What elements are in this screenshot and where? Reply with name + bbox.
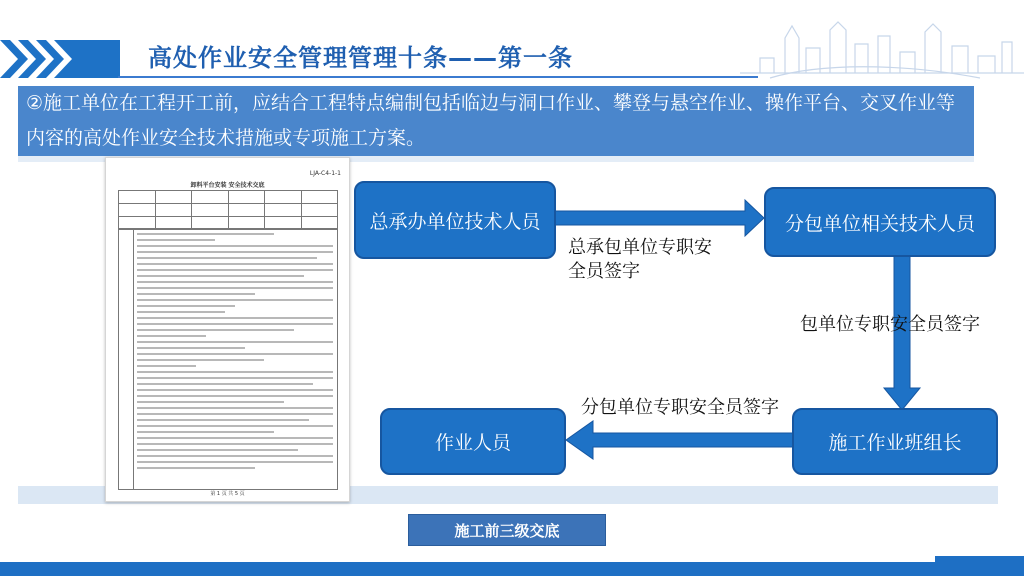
three-level-disclosure-label: 施工前三级交底 <box>408 514 606 546</box>
requirement-line-2: 内容的高处作业安全技术措施或专项施工方案。 <box>26 127 426 149</box>
general-contractor-tech-box: 总承办单位技术人员 <box>354 181 556 259</box>
arrow-team-to-workers <box>566 421 800 459</box>
label-general-safety-sign-line1: 总承包单位专职安 <box>568 237 712 258</box>
arrow-general-to-sub <box>555 200 764 236</box>
label-sub-safety-sign: 包单位专职安全员签字 <box>800 314 980 335</box>
bottom-bar-notch <box>935 556 1024 576</box>
label-general-safety-sign-line2: 全员签字 <box>568 261 640 282</box>
requirement-line-1: ②施工单位在工程开工前，应结合工程特点编制包括临边与洞口作业、攀登与悬空作业、操作平台、交叉作业等 <box>26 92 956 114</box>
team-leader-box: 施工作业班组长 <box>792 408 998 475</box>
workers-box: 作业人员 <box>380 408 566 475</box>
page-title: 高处作业安全管理管理十条——第一条 <box>148 44 573 72</box>
label-general-safety-sign <box>568 236 712 284</box>
document-code: LJA-C4-1-1 <box>309 170 341 177</box>
document-title: 卸料平台安装 安全技术交底 <box>190 182 265 189</box>
label-sub-safety-sign-2: 分包单位专职安全员签字 <box>581 397 779 418</box>
subcontractor-tech-box: 分包单位相关技术人员 <box>764 187 996 257</box>
bottom-bar <box>0 562 1024 576</box>
document-page-number: 第 1 页 共 5 页 <box>210 491 245 497</box>
